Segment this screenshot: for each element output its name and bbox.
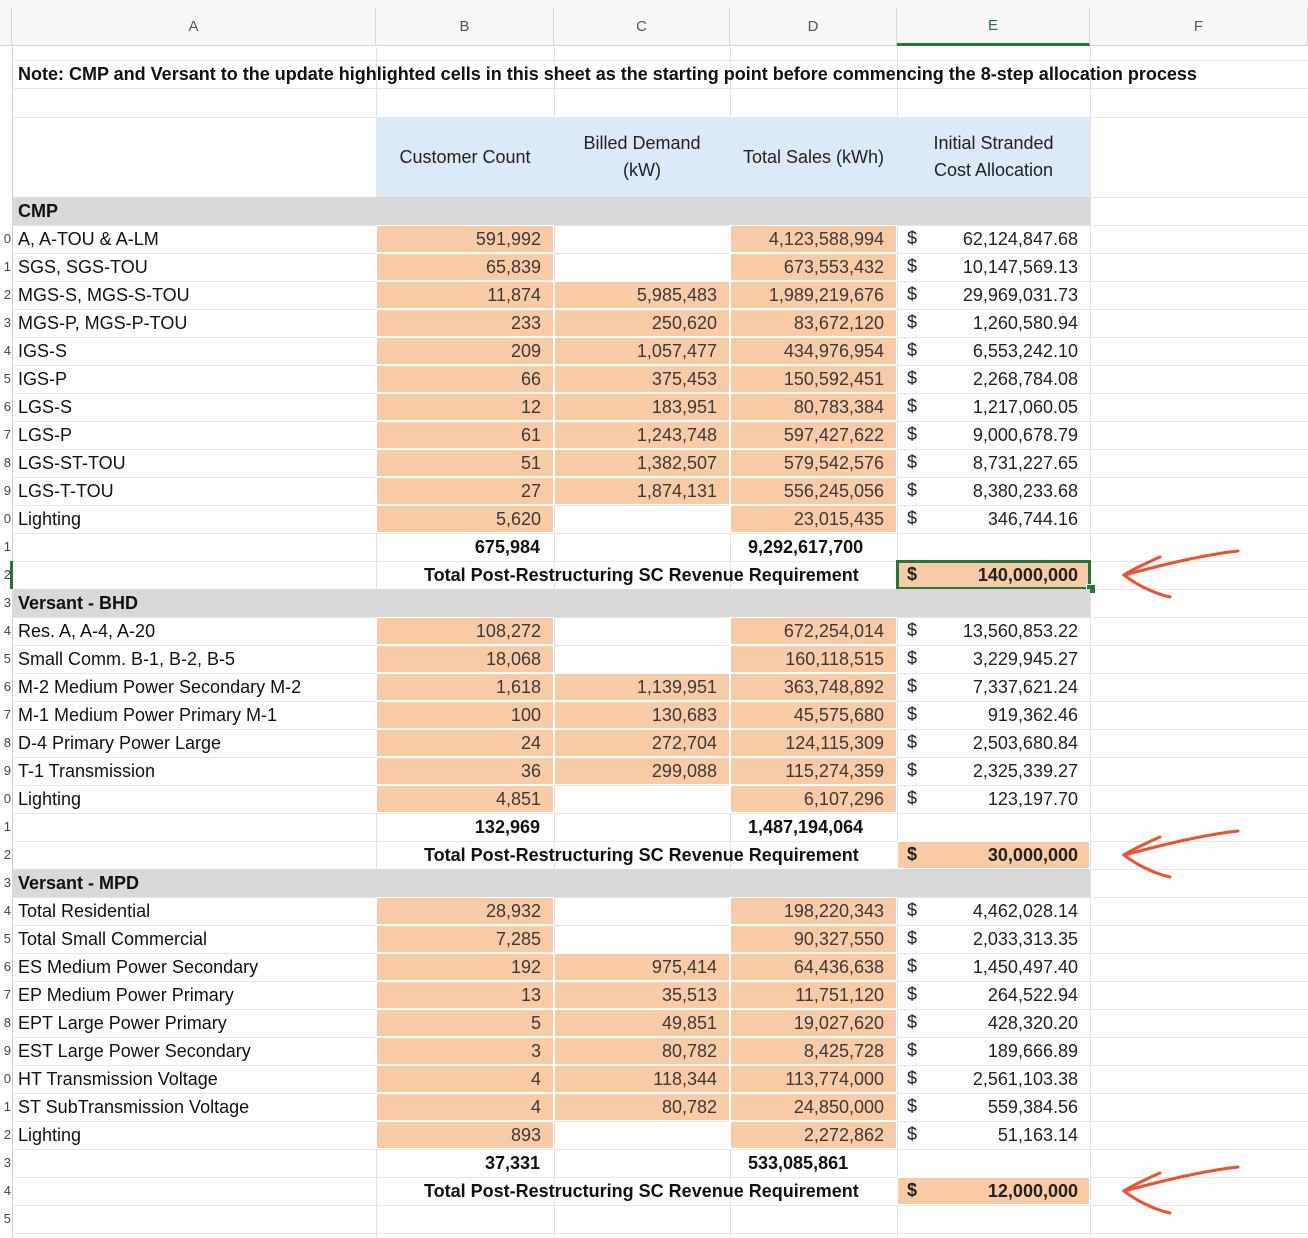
total-sales: 9,292,617,700 bbox=[748, 536, 864, 557]
customer-count-cell[interactable]: 36 bbox=[376, 757, 554, 785]
total-sales-cell[interactable]: 150,592,451 bbox=[730, 365, 897, 393]
row-number[interactable]: 4 bbox=[3, 903, 11, 918]
row-number[interactable]: 0 bbox=[3, 511, 11, 526]
currency-symbol: $ bbox=[907, 228, 918, 248]
section-title: Versant - BHD bbox=[12, 589, 376, 617]
selected-cell-outline[interactable] bbox=[896, 560, 1091, 590]
total-count: 675,984 bbox=[474, 536, 540, 557]
currency-symbol: $ bbox=[907, 564, 918, 584]
customer-count-cell[interactable]: 51 bbox=[376, 449, 554, 477]
row-number[interactable]: 2 bbox=[3, 287, 11, 302]
header-customer-count: Customer Count bbox=[376, 117, 554, 197]
currency-symbol: $ bbox=[907, 1012, 918, 1032]
total-count: 132,969 bbox=[474, 816, 540, 837]
billed-demand-cell[interactable]: 130,683 bbox=[554, 701, 730, 729]
allocation-cell[interactable]: 264,522.94 bbox=[987, 984, 1078, 1005]
grid-hline bbox=[12, 813, 1308, 814]
billed-demand-cell[interactable]: 375,453 bbox=[554, 365, 730, 393]
currency-symbol: $ bbox=[907, 928, 918, 948]
grid-hline bbox=[12, 1149, 1308, 1150]
total-sales-cell[interactable]: 113,774,000 bbox=[730, 1065, 897, 1093]
total-sales-cell[interactable]: 80,783,384 bbox=[730, 393, 897, 421]
allocation-cell[interactable]: 346,744.16 bbox=[987, 508, 1078, 529]
row-number[interactable]: 7 bbox=[3, 707, 11, 722]
total-sales-cell[interactable]: 4,123,588,994 bbox=[730, 225, 897, 253]
allocation-cell[interactable]: 919,362.46 bbox=[987, 704, 1078, 725]
row-label: MGS-P, MGS-P-TOU bbox=[18, 312, 188, 333]
total-sales-cell[interactable]: 198,220,343 bbox=[730, 897, 897, 925]
row-label: D-4 Primary Power Large bbox=[18, 732, 222, 753]
billed-demand-cell[interactable]: 299,088 bbox=[554, 757, 730, 785]
total-sales-cell[interactable]: 2,272,862 bbox=[730, 1121, 897, 1149]
customer-count-cell[interactable]: 11,874 bbox=[376, 281, 554, 309]
total-sales-cell[interactable]: 64,436,638 bbox=[730, 953, 897, 981]
currency-symbol: $ bbox=[907, 900, 918, 920]
section-band bbox=[376, 197, 1090, 225]
row-label: MGS-S, MGS-S-TOU bbox=[18, 284, 190, 305]
allocation-cell[interactable]: 4,462,028.14 bbox=[972, 900, 1078, 921]
total-sales-cell[interactable]: 673,553,432 bbox=[730, 253, 897, 281]
requirement-value[interactable]: 140,000,000 bbox=[977, 564, 1078, 585]
customer-count-cell[interactable]: 4 bbox=[376, 1065, 554, 1093]
customer-count-cell[interactable]: 4 bbox=[376, 1093, 554, 1121]
row-number[interactable]: 2 bbox=[3, 567, 11, 582]
row-number[interactable]: 0 bbox=[3, 231, 11, 246]
row-number[interactable]: 9 bbox=[3, 1043, 11, 1058]
section-title: CMP bbox=[12, 197, 376, 225]
total-sales-cell[interactable]: 672,254,014 bbox=[730, 617, 897, 645]
billed-demand-cell[interactable]: 1,139,951 bbox=[554, 673, 730, 701]
row-number[interactable]: 5 bbox=[3, 651, 11, 666]
total-sales: 1,487,194,064 bbox=[748, 816, 864, 837]
total-sales-cell[interactable]: 363,748,892 bbox=[730, 673, 897, 701]
row-label: LGS-ST-TOU bbox=[18, 452, 126, 473]
grid-hline bbox=[12, 785, 1308, 786]
row-label: HT Transmission Voltage bbox=[18, 1068, 218, 1089]
currency-symbol: $ bbox=[907, 340, 918, 360]
section-title: Versant - MPD bbox=[12, 869, 376, 897]
row-label: Total Small Commercial bbox=[18, 928, 208, 949]
row-number[interactable]: 7 bbox=[3, 427, 11, 442]
currency-symbol: $ bbox=[907, 704, 918, 724]
row-number[interactable]: 1 bbox=[3, 819, 11, 834]
total-sales-cell[interactable]: 19,027,620 bbox=[730, 1009, 897, 1037]
total-sales-cell[interactable]: 90,327,550 bbox=[730, 925, 897, 953]
currency-symbol: $ bbox=[907, 284, 918, 304]
row-number[interactable]: 8 bbox=[3, 1015, 11, 1030]
row-number[interactable]: 3 bbox=[3, 595, 11, 610]
row-label: LGS-T-TOU bbox=[18, 480, 114, 501]
billed-demand-cell[interactable]: 118,344 bbox=[554, 1065, 730, 1093]
row-number[interactable]: 7 bbox=[3, 987, 11, 1002]
total-sales-cell[interactable]: 45,575,680 bbox=[730, 701, 897, 729]
grid-hline bbox=[12, 617, 1308, 618]
currency-symbol: $ bbox=[907, 844, 918, 864]
currency-symbol: $ bbox=[907, 480, 918, 500]
billed-demand-cell[interactable]: 80,782 bbox=[554, 1037, 730, 1065]
row-label: SGS, SGS-TOU bbox=[18, 256, 148, 277]
row-label: IGS-P bbox=[18, 368, 68, 389]
total-sales-cell[interactable]: 23,015,435 bbox=[730, 505, 897, 533]
row-number[interactable]: 4 bbox=[3, 343, 11, 358]
billed-demand-cell[interactable]: 1,243,748 bbox=[554, 421, 730, 449]
currency-symbol: $ bbox=[907, 788, 918, 808]
allocation-cell[interactable]: 51,163.14 bbox=[997, 1124, 1078, 1145]
billed-demand-cell[interactable]: 49,851 bbox=[554, 1009, 730, 1037]
allocation-cell[interactable]: 9,000,678.79 bbox=[972, 424, 1078, 445]
row-number[interactable]: 4 bbox=[3, 1183, 11, 1198]
allocation-cell[interactable]: 6,553,242.10 bbox=[972, 340, 1078, 361]
customer-count-cell[interactable]: 13 bbox=[376, 981, 554, 1009]
customer-count-cell[interactable]: 12 bbox=[376, 393, 554, 421]
row-label: LGS-S bbox=[18, 396, 73, 417]
billed-demand-cell[interactable]: 183,951 bbox=[554, 393, 730, 421]
row-number[interactable]: 8 bbox=[3, 455, 11, 470]
row-label: M-1 Medium Power Primary M-1 bbox=[18, 704, 278, 725]
row-label: Lighting bbox=[18, 1124, 82, 1145]
customer-count-cell[interactable]: 66 bbox=[376, 365, 554, 393]
allocation-cell[interactable]: 3,229,945.27 bbox=[972, 648, 1078, 669]
billed-demand-cell[interactable]: 975,414 bbox=[554, 953, 730, 981]
allocation-cell[interactable]: 2,561,103.38 bbox=[972, 1068, 1078, 1089]
row-number[interactable]: 3 bbox=[3, 1155, 11, 1170]
currency-symbol: $ bbox=[907, 1124, 918, 1144]
requirement-value[interactable]: 12,000,000 bbox=[987, 1180, 1078, 1201]
currency-symbol: $ bbox=[907, 452, 918, 472]
currency-symbol: $ bbox=[907, 1068, 918, 1088]
row-label: ES Medium Power Secondary bbox=[18, 956, 259, 977]
row-label: Total Residential bbox=[18, 900, 151, 921]
total-sales-cell[interactable]: 11,751,120 bbox=[730, 981, 897, 1009]
billed-demand-cell[interactable]: 35,513 bbox=[554, 981, 730, 1009]
note-text: Note: CMP and Versant to the update highlighted cells in this sheet as the starting point before commencing the 8-step allocation process bbox=[18, 64, 1197, 84]
row-number[interactable]: 6 bbox=[3, 959, 11, 974]
row-label: EPT Large Power Primary bbox=[18, 1012, 227, 1033]
header-billed-demand: Billed Demand (kW) bbox=[554, 117, 730, 197]
currency-symbol: $ bbox=[907, 732, 918, 752]
billed-demand-cell[interactable]: 80,782 bbox=[554, 1093, 730, 1121]
allocation-cell[interactable]: 1,260,580.94 bbox=[972, 312, 1078, 333]
currency-symbol: $ bbox=[907, 620, 918, 640]
row-label: Res. A, A-4, A-20 bbox=[18, 620, 156, 641]
row-label: M-2 Medium Power Secondary M-2 bbox=[18, 676, 302, 697]
row-number[interactable]: 1 bbox=[3, 1099, 11, 1114]
total-sales-cell[interactable]: 1,989,219,676 bbox=[730, 281, 897, 309]
billed-demand-cell[interactable]: 1,057,477 bbox=[554, 337, 730, 365]
customer-count-cell[interactable]: 27 bbox=[376, 477, 554, 505]
grid-hline bbox=[12, 1233, 1308, 1234]
section-band bbox=[376, 589, 1090, 617]
row-number[interactable]: 1 bbox=[3, 259, 11, 274]
currency-symbol: $ bbox=[907, 256, 918, 276]
total-sales-cell[interactable]: 160,118,515 bbox=[730, 645, 897, 673]
requirement-label: Total Post-Restructuring SC Revenue Requirement bbox=[424, 1180, 859, 1201]
currency-symbol: $ bbox=[907, 508, 918, 528]
allocation-cell[interactable]: 2,325,339.27 bbox=[972, 760, 1078, 781]
row-number[interactable]: 3 bbox=[3, 315, 11, 330]
allocation-cell[interactable]: 2,503,680.84 bbox=[972, 732, 1078, 753]
row-label: EP Medium Power Primary bbox=[18, 984, 234, 1005]
allocation-cell[interactable]: 1,217,060.05 bbox=[972, 396, 1078, 417]
allocation-cell[interactable]: 8,731,227.65 bbox=[972, 452, 1078, 473]
currency-symbol: $ bbox=[907, 424, 918, 444]
customer-count-cell[interactable]: 7,285 bbox=[376, 925, 554, 953]
row-number[interactable]: 8 bbox=[3, 735, 11, 750]
allocation-cell[interactable]: 29,969,031.73 bbox=[962, 284, 1078, 305]
requirement-label: Total Post-Restructuring SC Revenue Requirement bbox=[424, 844, 859, 865]
row-label: Small Comm. B-1, B-2, B-5 bbox=[18, 648, 236, 669]
row-label: IGS-S bbox=[18, 340, 68, 361]
section-band bbox=[376, 869, 1090, 897]
currency-symbol: $ bbox=[907, 648, 918, 668]
allocation-cell[interactable]: 123,197.70 bbox=[987, 788, 1078, 809]
currency-symbol: $ bbox=[907, 760, 918, 780]
row-label: Lighting bbox=[18, 508, 82, 529]
column-header-e[interactable]: E bbox=[897, 8, 1090, 46]
customer-count-cell[interactable]: 3 bbox=[376, 1037, 554, 1065]
column-header-b[interactable]: B bbox=[376, 8, 554, 46]
arrow-icon bbox=[1112, 545, 1242, 605]
total-sales-cell[interactable]: 24,850,000 bbox=[730, 1093, 897, 1121]
customer-count-cell[interactable]: 893 bbox=[376, 1121, 554, 1149]
currency-symbol: $ bbox=[907, 956, 918, 976]
column-header-f[interactable]: F bbox=[1090, 8, 1308, 46]
total-sales-cell[interactable]: 124,115,309 bbox=[730, 729, 897, 757]
requirement-value[interactable]: 30,000,000 bbox=[987, 844, 1078, 865]
row-number[interactable]: 0 bbox=[3, 791, 11, 806]
customer-count-cell[interactable]: 591,992 bbox=[376, 225, 554, 253]
customer-count-cell[interactable]: 4,851 bbox=[376, 785, 554, 813]
grid-hline bbox=[12, 897, 1308, 898]
total-sales-cell[interactable]: 8,425,728 bbox=[730, 1037, 897, 1065]
row-label: Lighting bbox=[18, 788, 82, 809]
customer-count-cell[interactable]: 5 bbox=[376, 1009, 554, 1037]
allocation-cell[interactable]: 10,147,569.13 bbox=[962, 256, 1078, 277]
total-sales: 533,085,861 bbox=[748, 1152, 849, 1173]
row-label: T-1 Transmission bbox=[18, 760, 156, 781]
row-number[interactable]: 9 bbox=[3, 763, 11, 778]
column-header-a[interactable]: A bbox=[12, 8, 376, 46]
total-sales-cell[interactable]: 434,976,954 bbox=[730, 337, 897, 365]
customer-count-cell[interactable]: 65,839 bbox=[376, 253, 554, 281]
currency-symbol: $ bbox=[907, 984, 918, 1004]
row-number[interactable]: 5 bbox=[3, 371, 11, 386]
allocation-cell[interactable]: 2,033,313.35 bbox=[972, 928, 1078, 949]
total-sales-cell[interactable]: 115,274,359 bbox=[730, 757, 897, 785]
billed-demand-cell[interactable]: 1,874,131 bbox=[554, 477, 730, 505]
customer-count-cell[interactable]: 24 bbox=[376, 729, 554, 757]
customer-count-cell[interactable]: 192 bbox=[376, 953, 554, 981]
row-number[interactable]: 4 bbox=[3, 623, 11, 638]
customer-count-cell[interactable]: 108,272 bbox=[376, 617, 554, 645]
header-initial-stranded: Initial Stranded Cost Allocation bbox=[897, 117, 1090, 197]
total-count: 37,331 bbox=[484, 1152, 540, 1173]
grid-hline bbox=[12, 533, 1308, 534]
allocation-cell[interactable]: 62,124,847.68 bbox=[962, 228, 1078, 249]
currency-symbol: $ bbox=[907, 312, 918, 332]
select-all-corner[interactable] bbox=[0, 8, 12, 46]
currency-symbol: $ bbox=[907, 1180, 918, 1200]
row-label: A, A-TOU & A-LM bbox=[18, 228, 159, 249]
total-sales-cell[interactable]: 597,427,622 bbox=[730, 421, 897, 449]
row-number[interactable]: 9 bbox=[3, 483, 11, 498]
row-number[interactable]: 0 bbox=[3, 1071, 11, 1086]
column-header-d[interactable]: D bbox=[730, 8, 897, 46]
total-sales-cell[interactable]: 83,672,120 bbox=[730, 309, 897, 337]
row-label: EST Large Power Secondary bbox=[18, 1040, 251, 1061]
arrow-icon bbox=[1112, 825, 1242, 885]
grid-hline bbox=[12, 225, 1308, 226]
row-label: ST SubTransmission Voltage bbox=[18, 1096, 250, 1117]
billed-demand-cell[interactable]: 1,382,507 bbox=[554, 449, 730, 477]
customer-count-cell[interactable]: 233 bbox=[376, 309, 554, 337]
row-number[interactable]: 6 bbox=[3, 679, 11, 694]
allocation-cell[interactable]: 13,560,853.22 bbox=[962, 620, 1078, 641]
allocation-cell[interactable]: 2,268,784.08 bbox=[972, 368, 1078, 389]
header-total-sales: Total Sales (kWh) bbox=[730, 117, 897, 197]
allocation-cell[interactable]: 189,666.89 bbox=[987, 1040, 1078, 1061]
total-sales-cell[interactable]: 579,542,576 bbox=[730, 449, 897, 477]
customer-count-cell[interactable]: 61 bbox=[376, 421, 554, 449]
grid-hline bbox=[12, 1121, 1308, 1122]
grid-hline bbox=[12, 88, 1308, 89]
row-number[interactable]: 6 bbox=[3, 399, 11, 414]
currency-symbol: $ bbox=[907, 396, 918, 416]
row-number[interactable]: 3 bbox=[3, 875, 11, 890]
row-label: LGS-P bbox=[18, 424, 73, 445]
customer-count-cell[interactable]: 1,618 bbox=[376, 673, 554, 701]
column-header-c[interactable]: C bbox=[554, 8, 730, 46]
billed-demand-cell[interactable]: 5,985,483 bbox=[554, 281, 730, 309]
currency-symbol: $ bbox=[907, 1096, 918, 1116]
allocation-cell[interactable]: 428,320.20 bbox=[987, 1012, 1078, 1033]
total-sales-cell[interactable]: 556,245,056 bbox=[730, 477, 897, 505]
customer-count-cell[interactable]: 5,620 bbox=[376, 505, 554, 533]
requirement-label: Total Post-Restructuring SC Revenue Requirement bbox=[424, 564, 859, 585]
allocation-cell[interactable]: 559,384.56 bbox=[987, 1096, 1078, 1117]
billed-demand-cell[interactable]: 250,620 bbox=[554, 309, 730, 337]
currency-symbol: $ bbox=[907, 676, 918, 696]
arrow-icon bbox=[1112, 1161, 1242, 1221]
row-number[interactable]: 1 bbox=[3, 539, 11, 554]
billed-demand-cell[interactable]: 272,704 bbox=[554, 729, 730, 757]
allocation-cell[interactable]: 1,450,497.40 bbox=[972, 956, 1078, 977]
allocation-cell[interactable]: 7,337,621.24 bbox=[972, 676, 1078, 697]
allocation-cell[interactable]: 8,380,233.68 bbox=[972, 480, 1078, 501]
total-sales-cell[interactable]: 6,107,296 bbox=[730, 785, 897, 813]
customer-count-cell[interactable]: 100 bbox=[376, 701, 554, 729]
row-number[interactable]: 2 bbox=[3, 1127, 11, 1142]
customer-count-cell[interactable]: 18,068 bbox=[376, 645, 554, 673]
row-number[interactable]: 5 bbox=[3, 1211, 11, 1226]
currency-symbol: $ bbox=[907, 368, 918, 388]
grid-hline bbox=[12, 505, 1308, 506]
grid-hline bbox=[12, 253, 1308, 254]
row-number[interactable]: 5 bbox=[3, 931, 11, 946]
currency-symbol: $ bbox=[907, 1040, 918, 1060]
customer-count-cell[interactable]: 28,932 bbox=[376, 897, 554, 925]
customer-count-cell[interactable]: 209 bbox=[376, 337, 554, 365]
row-number[interactable]: 2 bbox=[3, 847, 11, 862]
